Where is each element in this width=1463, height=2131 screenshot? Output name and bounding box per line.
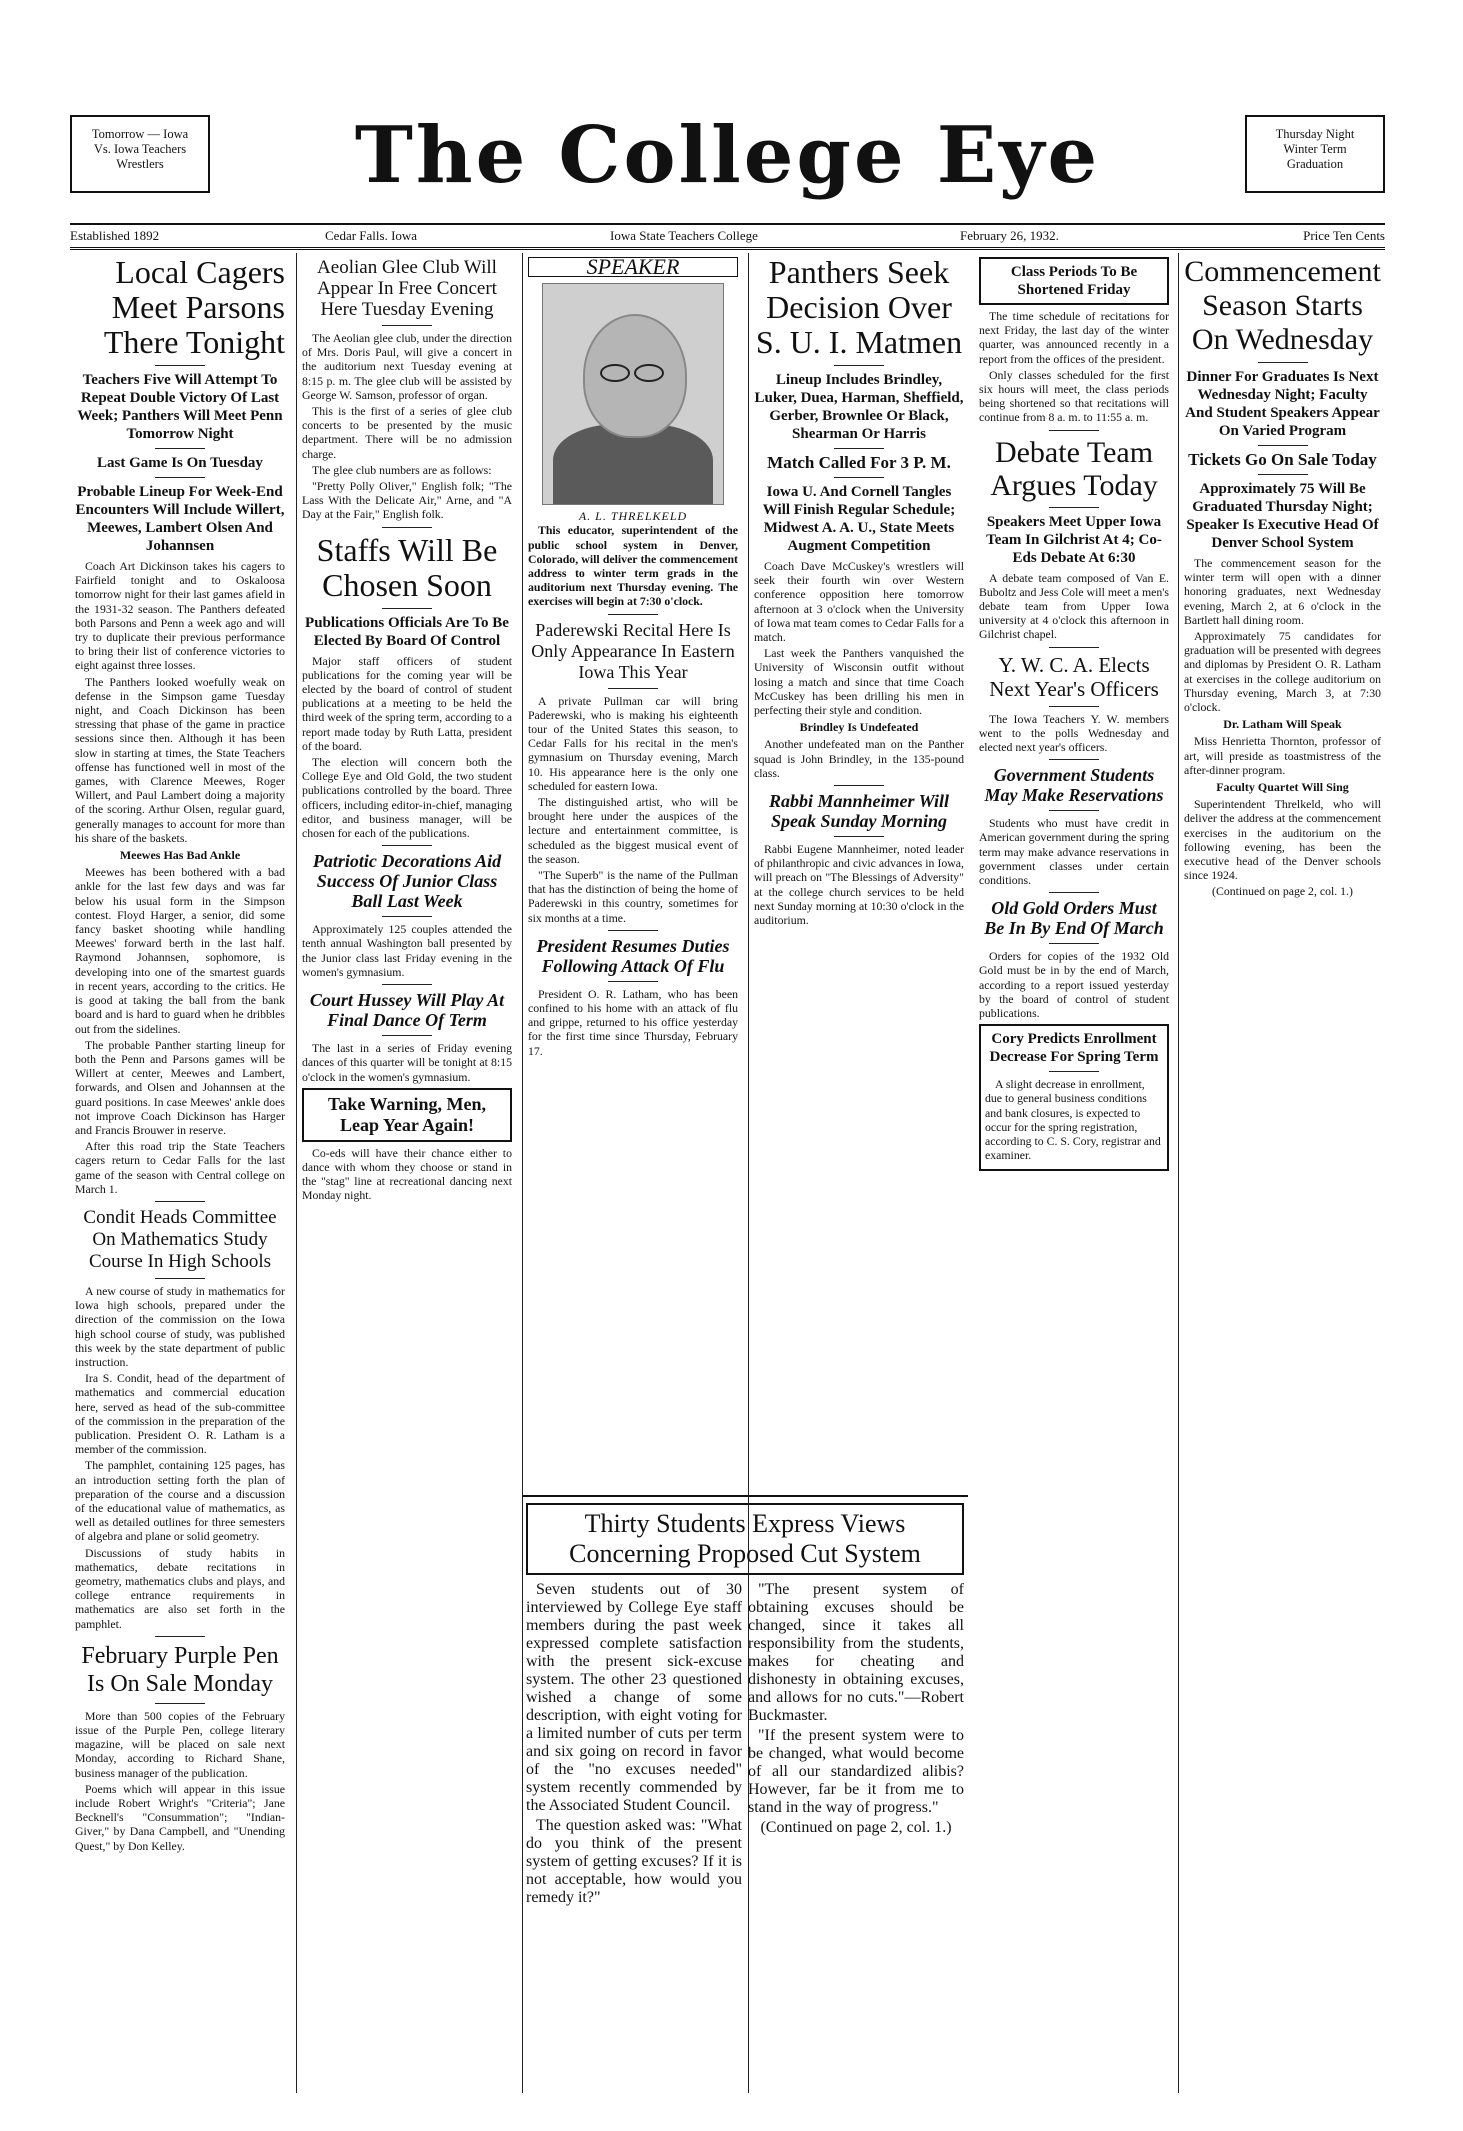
- article-paragraph: Miss Henrietta Thornton, professor of art, will preside as toastmistress of the after-dinner program.: [1184, 734, 1381, 777]
- cory-box: [979, 1024, 1169, 1170]
- ear-line: Wrestlers: [116, 157, 164, 171]
- divider: [1258, 474, 1308, 475]
- ear-line: Tomorrow — Iowa: [91, 127, 189, 141]
- divider: [1049, 1071, 1099, 1072]
- continued-note: (Continued on page 2, col. 1.): [760, 1819, 952, 1836]
- column-1: [70, 253, 290, 2093]
- divider: [608, 614, 658, 615]
- article-paragraph: The commencement season for the winter term will open with a dinner honoring graduates, next Wednesday evening, March 2, at 6 o'clock in the Bartlett hall dining room.: [1184, 556, 1381, 627]
- divider: [155, 1703, 205, 1704]
- city-text: Cedar Falls. Iowa: [325, 228, 418, 243]
- article-paragraph: More than 500 copies of the February issue of the Purple Pen, college literary magazine, will be placed on sale next Monday, according to Richard Shane, business manager of the publication.: [75, 1708, 285, 1780]
- deck-debate: Speakers Meet Upper Iowa Team In Gilchrist At 4; Co-Eds Debate At 6:30: [986, 513, 1162, 566]
- ear-line: Vs. Iowa Teachers: [93, 142, 187, 156]
- article-paragraph: The question asked was: "What do you think of the present system of getting excuses? If it is not acceptable, how would you remedy it?": [526, 1817, 742, 1906]
- divider: [382, 916, 432, 917]
- article-paragraph: The Panthers looked woefully weak on defense in the Simpson game Tuesday night, and Coach Dickinson has been stressing that phase of the game in practice sessions since then. Although it has been slow in starting at times, the State Teachers offense has functioned well in most of the games, with Clarence Meewes, Roger Willert, and Paul Lambert doing a majority of the scoring. Arthur Olsen, regular guard, generally manages to account for more than his share of the baskets.: [75, 674, 285, 845]
- divider: [155, 365, 205, 366]
- divider: [1049, 943, 1099, 944]
- article-paragraph: The pamphlet, containing 125 pages, has an introduction setting forth the plan of preparation of the course and a discussion of the educational value of mathematics, as well as detailed outlines for three semesters of algebra and plane or solid geometry.: [75, 1458, 285, 1544]
- ear-line: Thursday Night: [1275, 127, 1355, 141]
- headline-leap-year: Take Warning, Men, Leap Year Again!: [327, 1093, 487, 1135]
- article-paragraph: The election will concern both the College Eye and Old Gold, the two student publications controlled by the board. Three officers, including editor-in-chief, managing editor, and business manager, will be chosen for each of the publications.: [302, 755, 512, 841]
- dateline: [70, 223, 1385, 250]
- headline-paderewski: Paderewski Recital Here Is Only Appearance In Eastern Iowa This Year: [531, 619, 735, 682]
- deck-staffs: Publications Officials Are To Be Elected By Board Of Control: [305, 614, 509, 649]
- divider: [155, 1636, 205, 1637]
- divider: [608, 981, 658, 982]
- article-paragraph: "The Superb" is the name of the Pullman that has the distinction of being the home of Paderewski in this country, sometimes for six months at a time.: [528, 868, 738, 925]
- article-paragraph: A new course of study in mathematics for Iowa high schools, prepared under the direction of the commission on the Iowa high school course of study, was published this week by the state department of public instruction.: [75, 1283, 285, 1369]
- article-paragraph: Ira S. Condit, head of the department of mathematics and commercial education here, served as head of the sub-committee of the commission in the preparation of the publication. President O. R. Latham is a member of the commission.: [75, 1371, 285, 1457]
- divider: [1049, 647, 1099, 648]
- date-text: February 26, 1932.: [960, 228, 1059, 243]
- column-5: [974, 253, 1174, 2093]
- article-paragraph: Coach Art Dickinson takes his cagers to Fairfield tonight and to Oskaloosa tomorrow night for their last games afield in the 1931-32 season. The Panthers defeated both Parsons and Penn a week ago and will try to duplicate their previous performance to bring their list of conference victories to eight against three losses.: [75, 559, 285, 673]
- divider: [834, 477, 884, 478]
- divider: [155, 1201, 205, 1202]
- headline-glee-club: Aeolian Glee Club Will Appear In Free Concert Here Tuesday Evening: [317, 257, 497, 320]
- headline-rabbi: Rabbi Mannheimer Will Speak Sunday Morning: [768, 791, 950, 832]
- article-paragraph: Only classes scheduled for the first six hours will meet, the class periods being shortened so that recitations will continue from 8 a. m. to 11:55 a. m.: [979, 367, 1169, 425]
- article-paragraph: Major staff officers of student publications for the coming year will be elected by the board of control of student publications at a meeting to be held the third week of the spring term, according to a report made today by Ruth Latta, president of the board.: [302, 653, 512, 753]
- column-2: [296, 253, 517, 2093]
- right-ear-box: [1245, 115, 1385, 193]
- article-paragraph: Meewes has been bothered with a bad ankle for the last few days and was far below his usual form in the Simpson contest. Floyd Harger, a senior, did some fancy basket shooting while handling Meewes' forward berth in the last half. Raymond Johannsen, sophomore, is developing into one of the smartest guards in recent years, according to the critics. He is good at taking the ball from the bank board and is hard to guard when he dribbles out from the sidelines.: [75, 865, 285, 1036]
- article-paragraph: The Aeolian glee club, under the direction of Mrs. Doris Paul, will give a concert in the auditorium next Tuesday evening at 8:15 p. m. The glee club will be assisted by George W. Samson, professor of organ.: [302, 331, 512, 402]
- established-text: Established 1892: [70, 228, 160, 243]
- divider: [382, 608, 432, 609]
- subhead: Brindley Is Undefeated: [799, 720, 919, 735]
- article-paragraph: The last in a series of Friday evening dances of this quarter will be tonight at 8:15 o'clock in the women's gymnasium.: [302, 1041, 512, 1084]
- divider: [834, 836, 884, 837]
- story-columns: [522, 1581, 968, 1909]
- leap-year-box: [302, 1088, 512, 1142]
- headline-patriotic: Patriotic Decorations Aid Success Of Junior Class Ball Last Week: [312, 851, 502, 912]
- left-ear-box: [70, 115, 210, 193]
- ear-line: Graduation: [1286, 157, 1344, 171]
- article-paragraph: "If the present system were to be changed, what would become of all our standardized alibis? However, far be it from me to stand in the way of progress.": [748, 1727, 964, 1816]
- divider: [834, 365, 884, 366]
- deck-cagers: Teachers Five Will Attempt To Repeat Double Victory Of Last Week; Panthers Will Meet Penn Tomorrow Night: [77, 372, 283, 442]
- article-paragraph: Coach Dave McCuskey's wrestlers will seek their fourth win over Western conference opposition here tomorrow afternoon at 3 o'clock when the University of Iowa mat team comes to Cedar Falls for a match.: [754, 559, 964, 645]
- article-paragraph: A private Pullman car will bring Paderewski, who is making his eighteenth tour of the United States this season, to Cedar Falls for his recital in the men's gymnasium on Thursday evening, March 10. His appearance here is the only one scheduled for eastern Iowa.: [528, 693, 738, 793]
- article-paragraph: Last week the Panthers vanquished the University of Wisconsin outfit without losing a match and since that time Coach McCuskey has been drilling his men in perfecting their style and condition.: [754, 646, 964, 718]
- class-periods-box: [979, 257, 1169, 305]
- article-paragraph: Co-eds will have their chance either to dance with whom they choose or stand in the "stag" line at recreational dancing next Monday night.: [302, 1145, 512, 1203]
- masthead-area: [70, 95, 1385, 220]
- article-paragraph: Orders for copies of the 1932 Old Gold must be in by the end of March, according to a report issued yesterday by the board of control of student publications.: [979, 949, 1169, 1021]
- article-paragraph: Seven students out of 30 interviewed by College Eye staff members during the past week expressed complete satisfaction with the present sick-excuse system. The other 23 questioned wished a change of some description, with eight voting for a limited number of cuts per term and six going on record in favor of the "no excuses needed" system recently commended by the Associated Student Council.: [526, 1581, 742, 1814]
- deck-match-time: Match Called For 3 P. M.: [767, 453, 951, 472]
- cut-system-story: [522, 1495, 968, 1909]
- headline-commencement: Commencement Season Starts On Wednesday: [1184, 255, 1381, 356]
- article-paragraph: A debate team composed of Van E. Buboltz and Jess Cole will meet a men's debate team from Upper Iowa university at 4 o'clock this afternoon in Gilchrist chapel.: [979, 570, 1169, 642]
- headline-panthers: Panthers Seek Decision Over S. U. I. Matmen: [755, 254, 963, 360]
- headline-class-periods: Class Periods To Be Shortened Friday: [1010, 264, 1138, 298]
- headline-cory: Cory Predicts Enrollment Decrease For Spring Term: [989, 1031, 1159, 1066]
- divider: [608, 688, 658, 689]
- deck-tickets: Tickets Go On Sale Today: [1188, 450, 1377, 469]
- divider: [834, 785, 884, 786]
- divider: [1049, 507, 1099, 508]
- article-paragraph: Superintendent Threlkeld, who will deliver the address at the commencement exercises in the auditorium on the following evening, has been the executive head of the Denver schools since 1924.: [1184, 797, 1381, 883]
- headline-purple-pen: February Purple Pen Is On Sale Monday: [81, 1642, 279, 1697]
- divider: [155, 477, 205, 478]
- article-paragraph: The distinguished artist, who will be brought here under the auspices of the lecture and entertainment committee, is scheduled as the biggest musical event of the season.: [528, 795, 738, 866]
- article-paragraph: This is the first of a series of glee club concerts to be presented by the music department. There will be no admission charge.: [302, 404, 512, 461]
- headline-old-gold: Old Gold Orders Must Be In By End Of March: [984, 898, 1164, 939]
- article-paragraph: "Pretty Polly Oliver," English folk; "The Lass With the Delicate Air," Arne, and "A Day at the Fair," English folk.: [302, 479, 512, 522]
- divider: [155, 1278, 205, 1279]
- subhead: Dr. Latham Will Speak: [1223, 717, 1342, 732]
- subhead: Meewes Has Bad Ankle: [119, 848, 241, 863]
- glasses-icon: [598, 364, 668, 378]
- divider: [1049, 759, 1099, 760]
- divider: [1258, 445, 1308, 446]
- divider: [382, 1035, 432, 1036]
- headline-cagers: Local Cagers Meet Parsons There Tonight: [103, 254, 285, 360]
- article-paragraph: Discussions of study habits in mathematics, debate recitations in geometry, mathematics clubs and plays, and college entrance requirements in mathematics are also set forth in the pamphlet.: [75, 1545, 285, 1631]
- photo-caption: A. L. THRELKELD: [578, 509, 688, 524]
- deck-last-game: Last Game Is On Tuesday: [97, 455, 263, 471]
- divider: [382, 527, 432, 528]
- article-paragraph: Another undefeated man on the Panther squad is John Brindley, in the 135-pound class.: [754, 737, 964, 780]
- divider: [1049, 706, 1099, 707]
- article-paragraph: Approximately 75 candidates for graduation will be presented with degrees and diplomas by President O. R. Latham at exercises in the college auditorium on Thursday evening, March 3, at 7:30 o'clock.: [1184, 629, 1381, 715]
- article-paragraph: Poems which will appear in this issue include Robert Wright's "Criteria"; Jane Becknell's "Consummation"; "Indian-Giver," by Dana Campbell, and "Unending Quest," by Don Kelley.: [75, 1781, 285, 1853]
- headline-debate: Debate Team Argues Today: [990, 435, 1158, 502]
- headline-president: President Resumes Duties Following Attack Of Flu: [536, 935, 730, 976]
- divider: [382, 984, 432, 985]
- article-paragraph: President O. R. Latham, who has been confined to his home with an attack of flu and grippe, returned to his office yesterday for the first time since Thursday, February 17.: [528, 986, 738, 1058]
- deck-graduates: Approximately 75 Will Be Graduated Thursday Night; Speaker Is Executive Head Of Denver School System: [1186, 481, 1379, 551]
- divider: [382, 845, 432, 846]
- deck-schedule: Iowa U. And Cornell Tangles Will Finish Regular Schedule; Midwest A. A. U., State Meets Augment Competition: [762, 484, 956, 554]
- divider: [1049, 430, 1099, 431]
- cutline: This educator, superintendent of the public school system in Denver, Colorado, will deliver the commencement address to winter term grads in the auditorium next Thursday evening. The exercises will begin at 7:30 o'clock.: [528, 523, 738, 609]
- article-paragraph: After this road trip the State Teachers cagers return to Cedar Falls for the last game of the season with Central college on March 1.: [75, 1139, 285, 1196]
- divider: [155, 448, 205, 449]
- deck-lineup: Probable Lineup For Week-End Encounters Will Include Willert, Meewes, Lambert Olsen And Johannsen: [75, 484, 285, 554]
- nameplate: The College Eye: [354, 110, 1101, 201]
- divider: [382, 325, 432, 326]
- headline-condit: Condit Heads Committee On Mathematics Study Course In High Schools: [83, 1206, 277, 1272]
- article-paragraph: "The present system of obtaining excuses should be changed, since it takes all responsibility from the students, makes for cheating and dishonesty in obtaining excuses, and allows for no cuts."—Robert Buckmaster.: [748, 1581, 964, 1724]
- headline-court-hussey: Court Hussey Will Play At Final Dance Of Term: [309, 990, 505, 1031]
- divider: [1258, 362, 1308, 363]
- price-text: Price Ten Cents: [1303, 228, 1385, 243]
- headline-government: Government Students May Make Reservations: [984, 765, 1164, 806]
- newspaper-page: [70, 95, 1385, 2100]
- school-text: Iowa State Teachers College: [610, 228, 758, 243]
- divider: [608, 930, 658, 931]
- divider: [1049, 892, 1099, 893]
- article-paragraph: Students who must have credit in American government during the spring term may make advance reservations in government classes under certain conditions.: [979, 816, 1169, 888]
- divider: [834, 448, 884, 449]
- article-paragraph: The probable Panther starting lineup for both the Penn and Parsons games will be Willert at center, Meewes and Lambert, forwards, and Olsen and Johannsen at the guard positions. In case Meewes' ankle does not improve Coach Dickinson has Harger and Francis Brouwer in reserve.: [75, 1037, 285, 1137]
- headline-cut-system: Thirty Students Express Views Concerning Proposed Cut System: [526, 1503, 964, 1575]
- article-paragraph: Approximately 125 couples attended the tenth annual Washington ball presented by the Junior class last Friday evening in the women's gymnasium.: [302, 922, 512, 979]
- subhead: Faculty Quartet Will Sing: [1216, 780, 1349, 795]
- article-paragraph: A slight decrease in enrollment, due to general business conditions and bank closures, is expected to occur for the spring registration, according to C. S. Cory, registrar and examiner.: [985, 1077, 1161, 1163]
- speaker-label: SPEAKER: [528, 257, 738, 277]
- continued-note: (Continued on page 2, col. 1.): [1212, 884, 1353, 899]
- deck-dinner: Dinner For Graduates Is Next Wednesday Night; Faculty And Student Speakers Appear On Varied Program: [1185, 369, 1380, 439]
- headline-ywca: Y. W. C. A. Elects Next Year's Officers: [989, 652, 1159, 701]
- article-paragraph: Rabbi Eugene Mannheimer, noted leader of philanthropic and civic advances in Iowa, will preach on "The Blessings of Adversity" at the college church services to be held next Sunday morning at 10:30 o'clock in the auditorium.: [754, 842, 964, 928]
- headline-staffs: Staffs Will Be Chosen Soon: [316, 531, 498, 603]
- deck-lineup: Lineup Includes Brindley, Luker, Duea, Harman, Sheffield, Gerber, Brownlee Or Black, Shearman Or Harris: [754, 372, 964, 442]
- article-paragraph: The glee club numbers are as follows:: [312, 462, 492, 477]
- article-paragraph: The time schedule of recitations for next Friday, the last day of the winter quarter, was announced recently in a report from the offices of the president.: [979, 309, 1169, 366]
- columns: [70, 253, 1385, 2093]
- speaker-photo: [542, 283, 724, 505]
- ear-line: Winter Term: [1283, 142, 1347, 156]
- divider: [1049, 810, 1099, 811]
- article-paragraph: The Iowa Teachers Y. W. members went to the polls Wednesday and elected next year's officers.: [979, 711, 1169, 755]
- column-6: [1178, 253, 1386, 2093]
